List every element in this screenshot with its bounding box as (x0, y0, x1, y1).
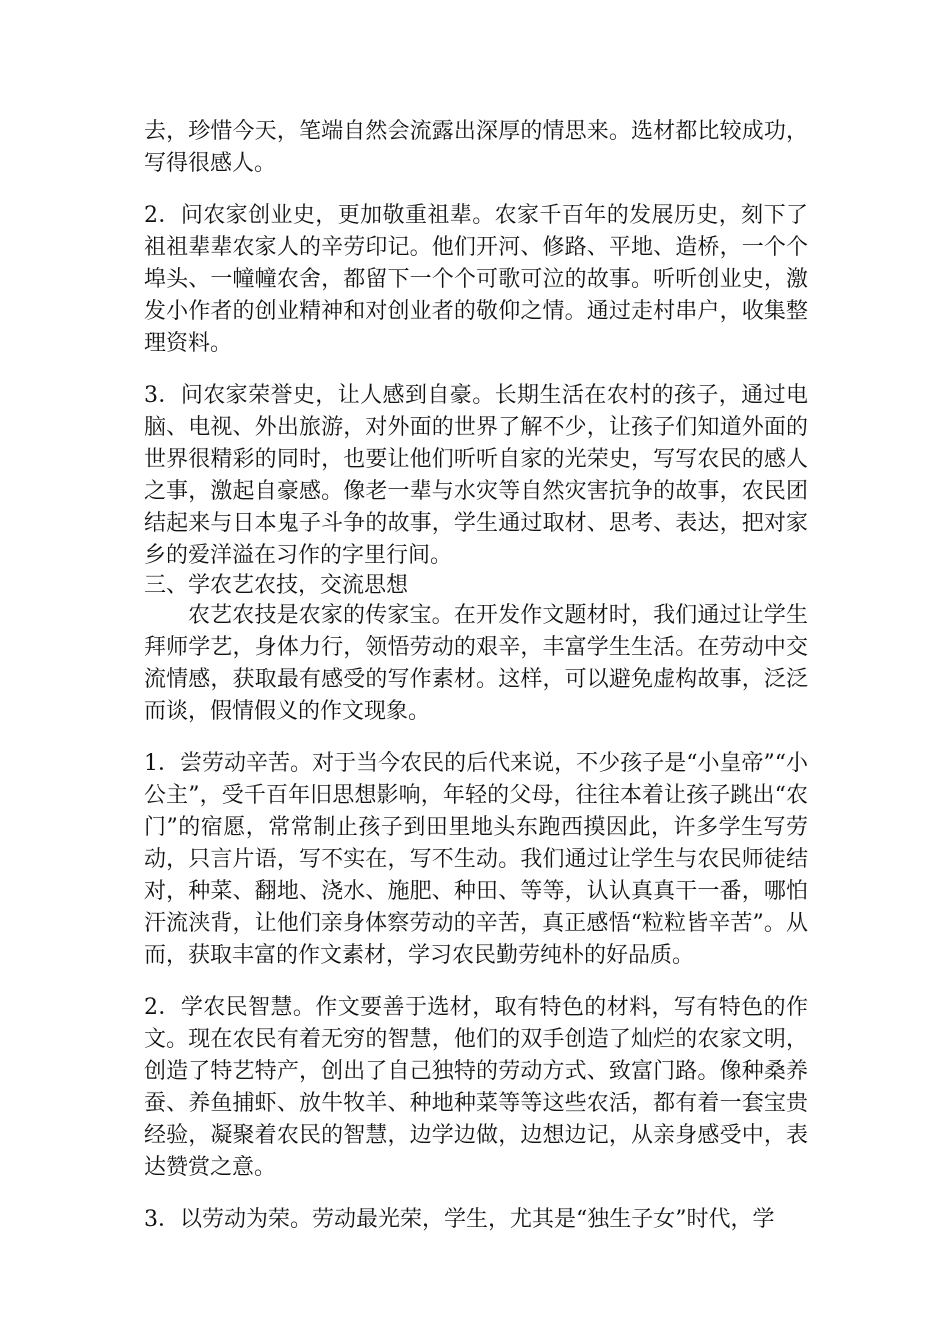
paragraph-section-intro: 农艺农技是农家的传家宝。在开发作文题材时，我们通过让学生拜师学艺，身体力行，领悟劳动的艰辛，丰富学生生活。在劳动中交流情感，获取最有感受的写作素材。这样，可以避免虚构故事，泛泛而谈，假情假义的作文现象。 (144, 603, 808, 724)
paragraph-item-2-business-history: 2．问农家创业史，更加敬重祖辈。农家千百年的发展历史，刻下了祖祖辈辈农家人的辛劳印记。他们开河、修路、平地、造桥，一个个埠头、一幢幢农舍，都留下一个个可歌可泣的故事。听听创业史，激发小作者的创业精神和对创业者的敬仰之情。通过走村串户，收集整理资料。 (144, 203, 808, 356)
paragraph-item-3-labor-pride: 3．以劳动为荣。劳动最光荣，学生，尤其是“独生子女”时代，学 (144, 1207, 775, 1232)
paragraph-item-3-honor-history: 3．问农家荣誉史，让人感到自豪。长期生活在农村的孩子，通过电脑、电视、外出旅游，对外面的世界了解不少，让孩子们知道外面的世界很精彩的同时，也要让他们听听自家的光荣史，写写农民的感人之事，激起自豪感。像老一辈与水灾等自然灾害抗争的故事，农民团结起来与日本鬼子斗争的故事，学生通过取材、思考、表达，把对家乡的爱洋溢在习作的字里行间。 (144, 383, 808, 568)
document-page (144, 116, 808, 1236)
paragraph-continuation: 去，珍惜今天，笔端自然会流露出深厚的情思来。选材都比较成功，写得很感人。 (144, 119, 808, 176)
section-heading-3: 三、学农艺农技，交流思想 (144, 573, 409, 598)
paragraph-item-1-taste-labor: 1．尝劳动辛苦。对于当今农民的后代来说，不少孩子是“小皇帝”“小公主”，受千百年旧思想影响，年轻的父母，往往本着让孩子跳出“农门”的宿愿，常常制止孩子到田里地头东跑西摸因此，许多学生写劳动，只言片语，写不实在，写不生动。我们通过让学生与农民师徒结对，种菜、翻地、浇水、施肥、种田、等等，认认真真干一番，哪怕汗流浃背，让他们亲身体察劳动的辛苦，真正感悟“粒粒皆辛苦”。从而，获取丰富的作文素材，学习农民勤劳纯朴的好品质。 (144, 751, 808, 968)
paragraph-item-2-farmer-wisdom: 2．学农民智慧。作文要善于选材，取有特色的材料，写有特色的作文。现在农民有着无穷的智慧，他们的双手创造了灿烂的农家文明，创造了特艺特产，创出了自己独特的劳动方式、致富门路。像种桑养蚕、养鱼捕虾、放牛牧羊、种地种菜等等这些农活，都有着一套宝贵经验，凝聚着农民的智慧，边学边做，边想边记，从亲身感受中，表达赞赏之意。 (144, 995, 808, 1180)
